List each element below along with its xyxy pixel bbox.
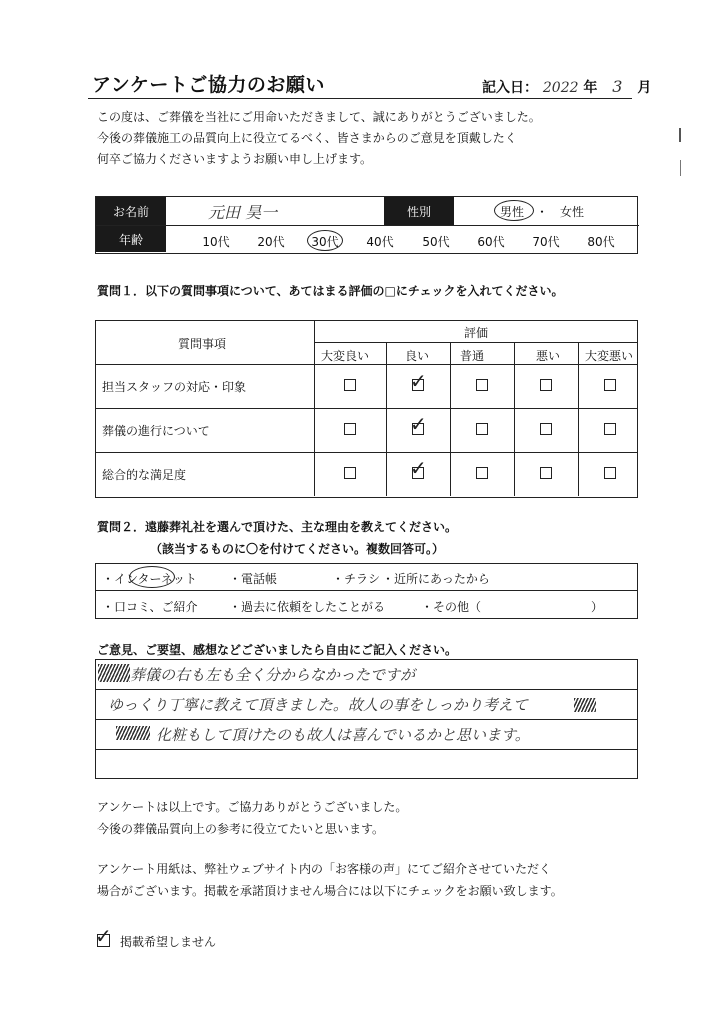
- reasons-box: [95, 563, 638, 619]
- comments-box[interactable]: [95, 659, 638, 779]
- checkbox-satisfaction-bad[interactable]: [540, 467, 552, 479]
- age-label: 年齢: [96, 226, 166, 252]
- scan-mark: [680, 160, 681, 176]
- checkbox-staff-very-good[interactable]: [344, 379, 356, 391]
- comment-rule: [96, 749, 637, 750]
- opt-out-label: 掲載希望しません: [120, 935, 217, 949]
- checkbox-satisfaction-very-bad[interactable]: [604, 467, 616, 479]
- gender-circle: [494, 200, 534, 221]
- intro-line: 何卒ご協力くださいますようお願い申し上げます。: [97, 152, 373, 166]
- reason-phonebook[interactable]: ・電話帳: [229, 572, 278, 586]
- reason-internet[interactable]: [102, 570, 197, 587]
- closing-text: [97, 796, 407, 840]
- comment-line: ゆっくり丁寧に教えて頂きました。故人の事をしっかり考えて: [108, 696, 528, 714]
- checkbox-satisfaction-normal[interactable]: [476, 467, 488, 479]
- gender-option-label: 男性: [500, 204, 525, 219]
- checkbox-satisfaction-very-good[interactable]: [344, 467, 356, 479]
- table-divider: [96, 452, 637, 453]
- publish-notice: [97, 858, 563, 902]
- age-option-30[interactable]: [303, 233, 347, 250]
- rating-header: 評価: [464, 326, 489, 340]
- date-label: 記入日：: [482, 80, 538, 96]
- age-option-70[interactable]: 70代: [532, 235, 560, 249]
- table-divider: [450, 342, 451, 496]
- crossed-out-text: [98, 664, 130, 682]
- checkbox-progress-bad[interactable]: [540, 423, 552, 435]
- crossed-out-text: [116, 726, 150, 740]
- header-rule: [88, 98, 632, 99]
- question1-title: 質問１．以下の質問事項について、あてはまる評価の□にチェックを入れてください。: [97, 284, 564, 298]
- age-option-20[interactable]: 20代: [257, 235, 285, 249]
- age-option-10[interactable]: 10代: [202, 235, 230, 249]
- question2-title: 質問２．遠藤葬礼社を選んで頂けた、主な理由を教えてください。: [97, 520, 458, 534]
- checkbox-staff-very-bad[interactable]: [604, 379, 616, 391]
- scale-good: 良い: [405, 349, 430, 363]
- comments-title: ご意見、ご要望、感想などございましたら自由にご記入ください。: [97, 643, 458, 657]
- comment-line: 化粧もして頂けたのも故人は喜んでいるかと思います。: [156, 726, 530, 744]
- items-header: 質問事項: [178, 337, 227, 351]
- table-divider: [314, 342, 638, 343]
- gender-option-female[interactable]: 女性: [560, 204, 585, 219]
- age-option-60[interactable]: 60代: [477, 235, 505, 249]
- gender-options: [500, 197, 584, 225]
- table-divider: [514, 342, 515, 496]
- scale-very-good: 大変良い: [321, 349, 370, 363]
- age-option-40[interactable]: 40代: [366, 235, 394, 249]
- checkbox-progress-very-good[interactable]: [344, 423, 356, 435]
- date-month[interactable]: 3: [612, 77, 623, 96]
- age-option-80[interactable]: 80代: [587, 235, 615, 249]
- row-divider: [96, 590, 637, 591]
- checkbox-progress-normal[interactable]: [476, 423, 488, 435]
- table-divider: [578, 342, 579, 496]
- comment-line: 葬儀の右も左も全く分からなかったですが: [130, 666, 416, 684]
- gender-separator: ・: [536, 204, 549, 219]
- crossed-out-text: [574, 698, 596, 712]
- scan-mark: [679, 128, 681, 142]
- reason-other-close: ）: [591, 600, 604, 614]
- checkbox-progress-very-bad[interactable]: [604, 423, 616, 435]
- checkmark: ✓: [95, 924, 112, 948]
- table-divider: [386, 342, 387, 496]
- name-label: お名前: [96, 197, 166, 225]
- reason-flyer[interactable]: ・チラシ: [332, 572, 381, 586]
- age-circle: [307, 230, 343, 251]
- scale-normal: 普通: [460, 349, 485, 363]
- gender-label: 性別: [384, 197, 454, 225]
- checkmark: ✓: [410, 369, 427, 393]
- table-divider: [96, 364, 637, 365]
- profile-table: [95, 196, 638, 254]
- checkmark: ✓: [410, 456, 427, 480]
- row-label-progress: 葬儀の進行について: [102, 424, 210, 438]
- reason-other[interactable]: ・その他（: [421, 600, 482, 614]
- question2-note: （該当するものに〇を付けてください。複数回答可。）: [150, 542, 445, 556]
- reason-nearby[interactable]: ・近所にあったから: [382, 572, 490, 586]
- age-option-label: 30代: [311, 235, 339, 249]
- closing-line: 今後の葬儀品質向上の参考に役立てたいと思います。: [97, 822, 385, 836]
- year-unit: 年: [583, 80, 598, 96]
- reason-circle: [129, 566, 175, 588]
- reason-label: ・インターネット: [102, 572, 197, 586]
- reason-referral[interactable]: ・口コミ、ご紹介: [102, 600, 198, 614]
- intro-line: この度は、ご葬儀を当社にご用命いただきまして、誠にありがとうございました。: [97, 110, 541, 124]
- comment-rule: [96, 719, 637, 720]
- entry-date: [482, 77, 651, 97]
- rating-table: [95, 320, 638, 498]
- table-divider: [96, 408, 637, 409]
- gender-option-male[interactable]: [500, 203, 524, 220]
- comment-rule: [96, 689, 637, 690]
- scale-bad: 悪い: [536, 349, 561, 363]
- row-label-staff: 担当スタッフの対応・印象: [102, 380, 247, 394]
- form-title: アンケートご協力のお願い: [92, 74, 325, 96]
- closing-line: アンケートは以上です。ご協力ありがとうございました。: [97, 800, 408, 814]
- name-value[interactable]: 元田 昊一: [208, 202, 278, 222]
- age-option-50[interactable]: 50代: [422, 235, 450, 249]
- reason-past-request[interactable]: ・過去に依頼をしたことがる: [229, 600, 386, 614]
- intro-text: [97, 107, 657, 170]
- scale-very-bad: 大変悪い: [585, 349, 634, 363]
- checkmark: ✓: [410, 412, 427, 436]
- checkbox-staff-normal[interactable]: [476, 379, 488, 391]
- row-divider: [96, 225, 639, 226]
- date-year[interactable]: 2022: [542, 80, 579, 96]
- intro-line: 今後の葬儀施工の品質向上に役立てるべく、皆さまからのご意見を頂戴したく: [97, 131, 517, 145]
- checkbox-staff-bad[interactable]: [540, 379, 552, 391]
- publish-line: アンケート用紙は、弊社ウェブサイト内の「お客様の声」にてご紹介させていただく: [97, 862, 551, 876]
- publish-line: 場合がございます。掲載を承諾頂けません場合には以下にチェックをお願い致します。: [97, 884, 563, 898]
- month-unit: 月: [637, 80, 652, 96]
- row-label-satisfaction: 総合的な満足度: [102, 468, 187, 482]
